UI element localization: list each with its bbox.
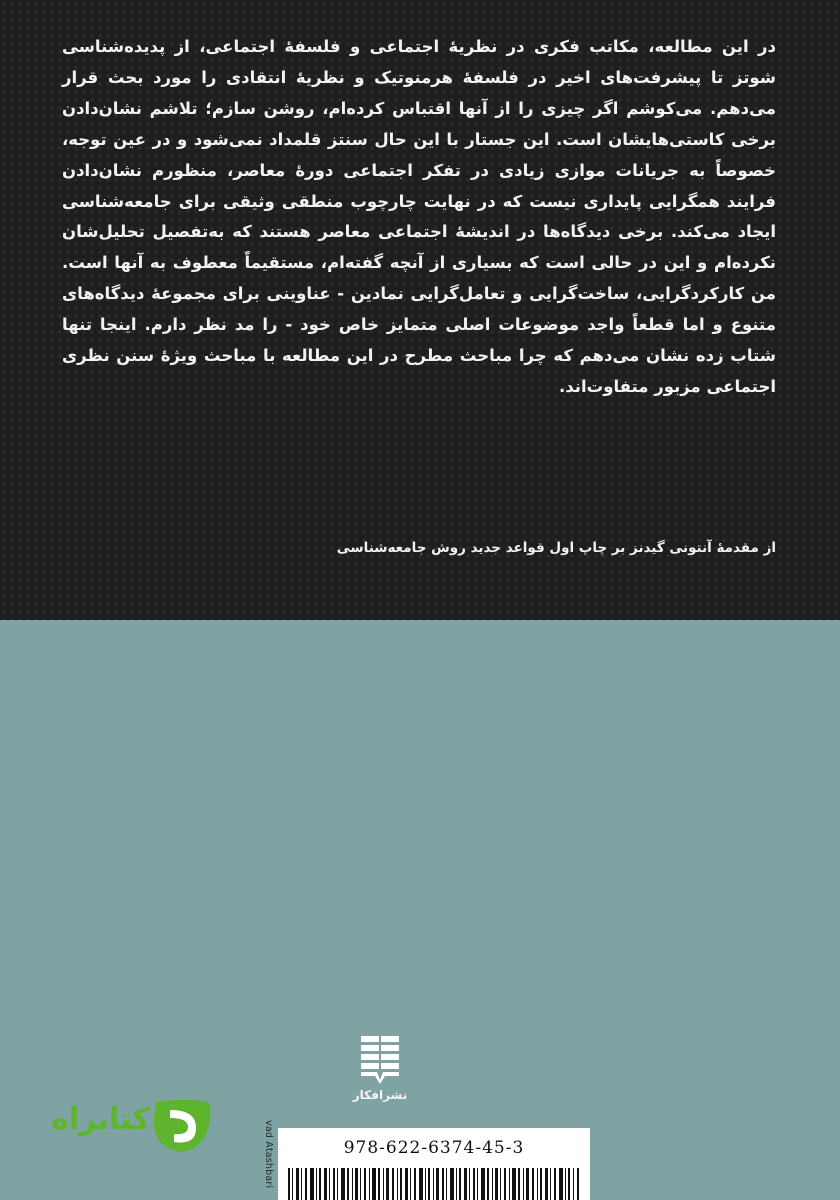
isbn-barcode-box xyxy=(278,1128,590,1200)
quote-source: از مقدمهٔ آنتونی گیدنز بر چاپ اول قواعد جدید روش جامعه‌شناسی xyxy=(336,540,776,556)
publisher-name: نشرافکار xyxy=(352,1088,408,1102)
isbn-number: 978-622-6374-45-3 xyxy=(343,1138,525,1158)
barcode-graphic xyxy=(288,1168,580,1200)
publisher-logo xyxy=(348,1032,412,1114)
store-watermark xyxy=(40,1096,220,1156)
book-pages-icon xyxy=(348,1032,412,1084)
store-name: کتابراه xyxy=(51,1102,150,1137)
back-cover-blurb: در این مطالعه، مکاتب فکری در نظریهٔ اجتماعی و فلسفهٔ اجتماعی، از پدیده‌شناسی شوتز تا پیشرفت‌های اخیر در فلسفهٔ هرمنوتیک و نظریهٔ انتقادی را مورد بحث قرار می‌دهم. می‌کوشم اگر چیزی را از آنها اقتباس کرده‌ام، روشن سازم؛ تلاشم نشان‌دادن برخی کاستی‌هایشان است. این جستار با این حال سنتز قلمداد نمی‌شود و در عین توجه، خصوصاً به جریانات موازی زیادی در تفکر اجتماعی دورهٔ معاصر، منظورم نشان‌دادن فرایند همگرایی پایداری نیست که در نهایت چارچوب منطقی وثیقی برای جامعه‌شناسی ایجاد می‌کند. برخی دیدگاه‌ها در اندیشهٔ اجتماعی معاصر هستند که به‌تفصیل تحلیل‌شان نکرده‌ام و این در حالی است که بسیاری از آنچه گفته‌ام، مستقیماً معطوف به آنها است. من کارکردگرایی، ساخت‌گرایی و تعامل‌گرایی نمادین - عناوینی برای مجموعهٔ دیدگاه‌های متنوع و اما قطعاً واجد موضوعات اصلی متمایز خاص خود - را مد نظر دارم. اینجا تنها شتاب زده نشان می‌دهم که چرا مباحث مطرح در این مطالعه با مباحث ویژهٔ سنن نظری اجتماعی مزبور متفاوت‌اند. xyxy=(62,37,776,396)
translator-name-vertical: vad Atashbari xyxy=(263,1120,274,1189)
ketabrah-leaf-icon xyxy=(148,1096,214,1158)
